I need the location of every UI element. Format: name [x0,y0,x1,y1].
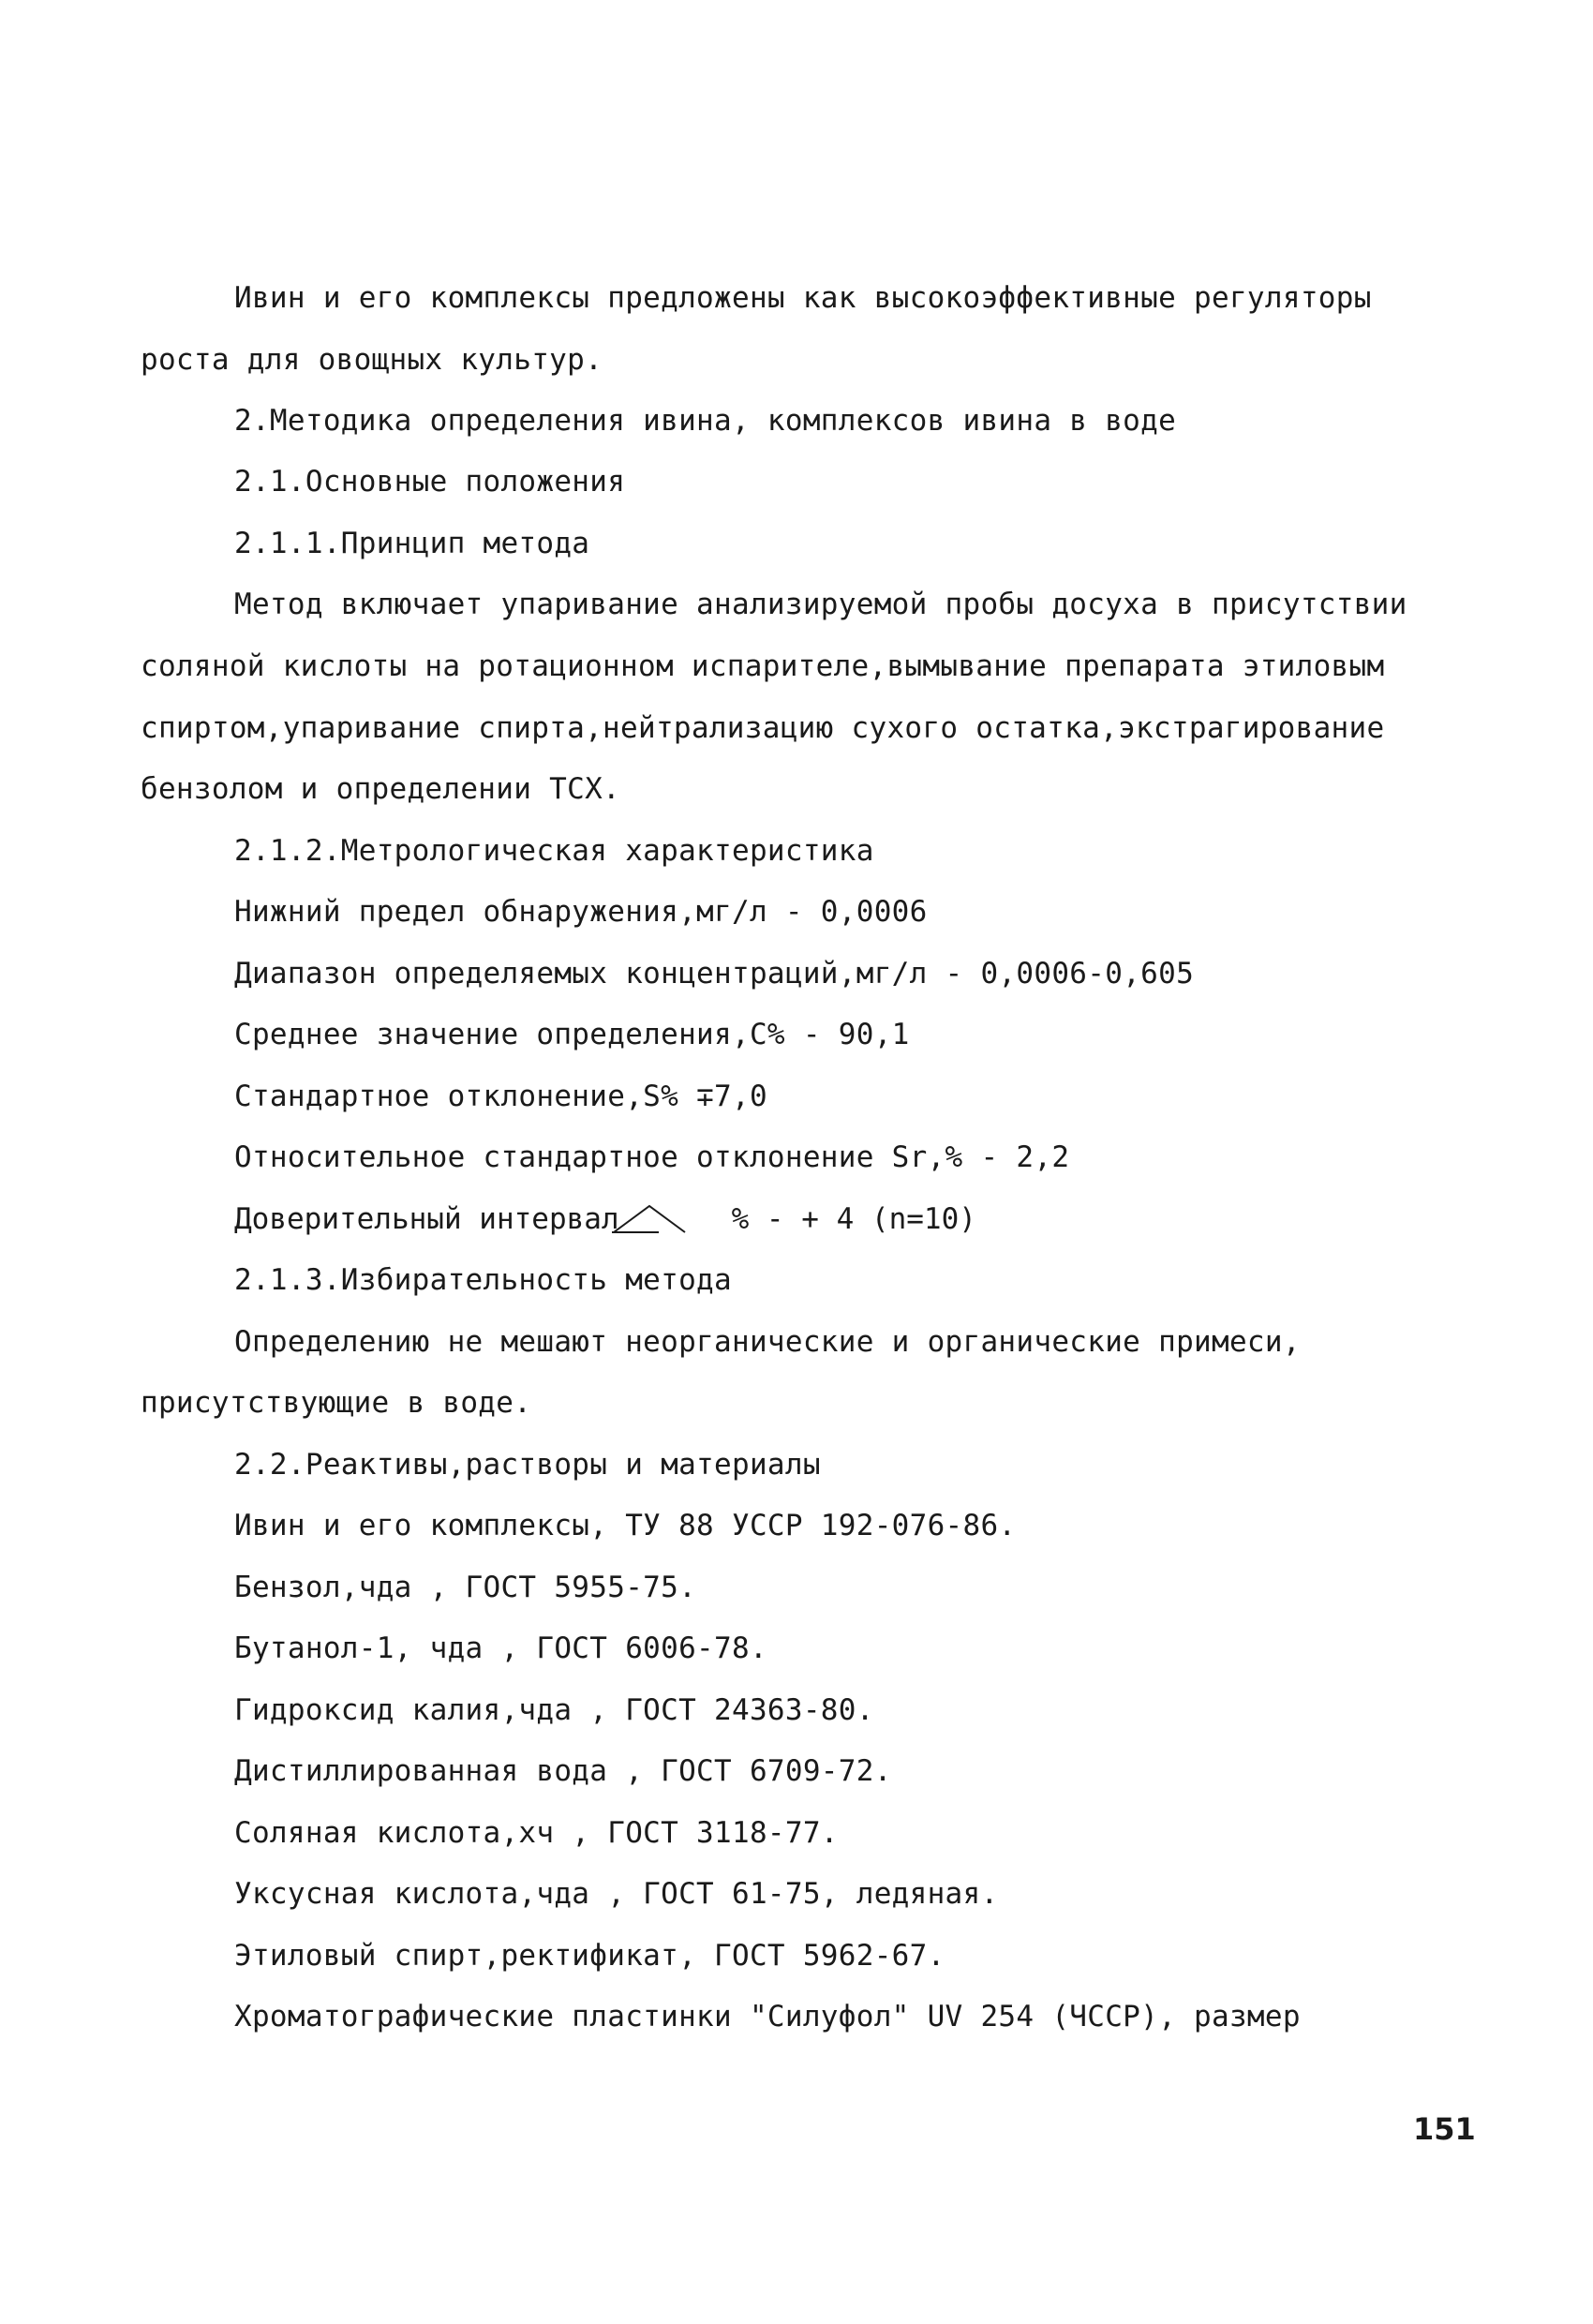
spec-line: Диапазон определяемых концентраций,мг/л - 0,0006-0,605 [234,957,1195,991]
delta-symbol-icon [612,1200,696,1238]
reagent-line: Хроматографические пластинки "Силуфол" UV 254 (ЧССР), размер [234,2000,1301,2034]
paragraph-line: Ивин и его комплексы предложены как высокоэффективные регуляторы [234,281,1372,315]
reagent-line: Этиловый спирт,ректификат, ГОСТ 5962-67. [234,1939,945,1973]
subsection-heading: 2.1.1.Принцип метода [234,527,590,560]
paragraph-line: бензолом и определении ТСХ. [141,772,621,806]
reagent-line: Бензол,чда , ГОСТ 5955-75. [234,1571,697,1604]
page-number: 151 [1413,2111,1476,2147]
reagent-line: Уксусная кислота,чда , ГОСТ 61-75, ледяная. [234,1877,999,1911]
reagent-line: Дистиллированная вода , ГОСТ 6709-72. [234,1754,892,1788]
paragraph-line: присутствующие в воде. [141,1386,532,1420]
reagent-line: Бутанол-1, чда , ГОСТ 6006-78. [234,1631,767,1665]
spec-line: Относительное стандартное отклонение Sr,% - 2,2 [234,1140,1070,1174]
subsection-heading: 2.2.Реактивы,растворы и материалы [234,1448,821,1482]
interval-value: % - + 4 (n=10) [731,1202,976,1236]
paragraph-line: Определению не мешают неорганические и органические примеси, [234,1325,1301,1359]
reagent-line: Ивин и его комплексы, ТУ 88 УССР 192-076-86. [234,1509,1017,1542]
paragraph-line: соляной кислоты на ротационном испарителе,вымывание препарата этиловым [141,649,1385,683]
subsection-heading: 2.1.2.Метрологическая характеристика [234,834,874,868]
paragraph-line: спиртом,упаривание спирта,нейтрализацию сухого остатка,экстрагирование [141,711,1385,745]
paragraph-line: роста для овощных культур. [141,343,603,377]
subsection-heading: 2.1.Основные положения [234,465,626,499]
paragraph-line: Метод включает упаривание анализируемой пробы досуха в присутствии [234,588,1407,621]
spec-line: Нижний предел обнаружения,мг/л - 0,0006 [234,895,928,929]
section-heading: 2.Методика определения ивина, комплексов ивина в воде [234,404,1177,438]
confidence-interval-line [234,1200,976,1238]
reagent-line: Соляная кислота,хч , ГОСТ 3118-77. [234,1816,839,1850]
interval-label: Доверительный интервал [234,1202,619,1236]
subsection-heading: 2.1.3.Избирательность метода [234,1263,732,1297]
spec-line: Стандартное отклонение,S% ∓7,0 [234,1080,767,1113]
reagent-line: Гидроксид калия,чда , ГОСТ 24363-80. [234,1693,874,1727]
spec-line: Среднее значение определения,С% - 90,1 [234,1018,910,1051]
